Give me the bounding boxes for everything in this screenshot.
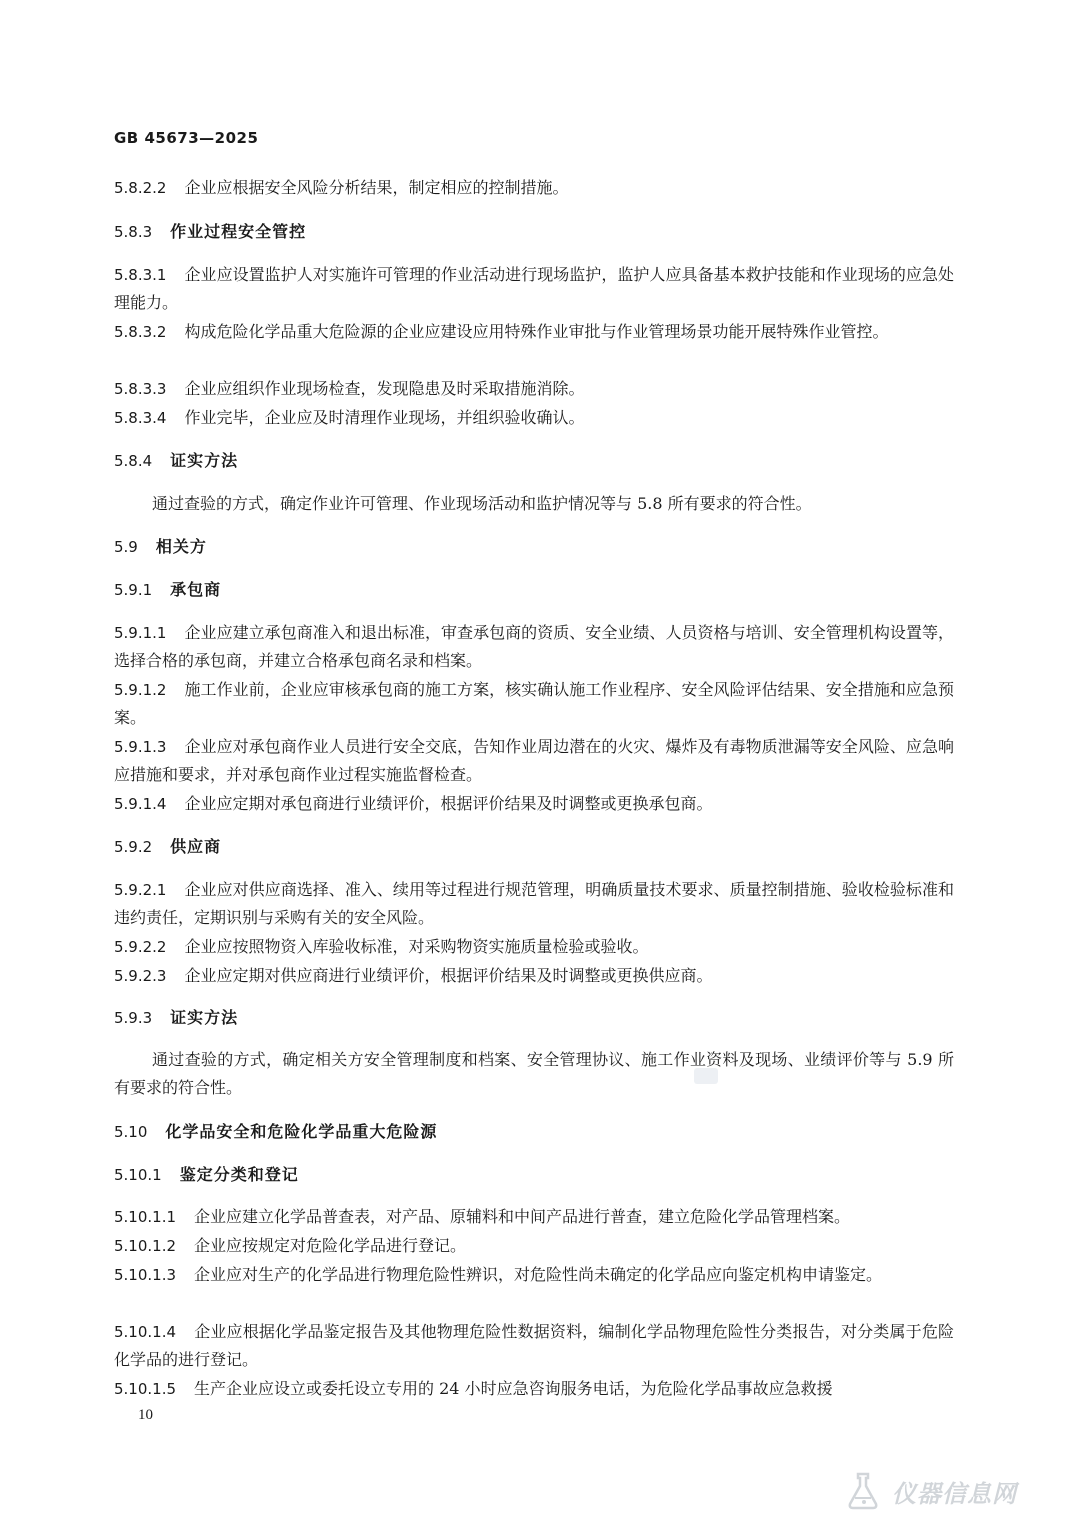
clause-text: 企业应按规定对危险化学品进行登记。 — [194, 1236, 467, 1255]
heading-number: 5.10.1 — [114, 1166, 162, 1184]
heading-number: 5.10 — [114, 1123, 148, 1141]
heading-5-9-3 — [114, 1004, 954, 1032]
clause-5-8-3-2 — [114, 318, 954, 346]
clause-number: 5.10.1.4 — [114, 1323, 177, 1341]
clause-5-8-3-4 — [114, 404, 954, 432]
paragraph-text: 通过查验的方式，确定作业许可管理、作业现场活动和监护情况等与 5.8 所有要求的符合性。 — [152, 494, 812, 513]
clause-text: 企业应建立承包商准入和退出标准，审查承包商的资质、安全业绩、人员资格与培训、安全管理机构设置等，选择合格的承包商，并建立合格承包商名录和档案。 — [114, 623, 954, 670]
clause-number: 5.10.1.3 — [114, 1266, 177, 1284]
heading-title: 证实方法 — [170, 1008, 239, 1027]
flask-logo-icon — [842, 1470, 884, 1512]
clause-5-9-2-3 — [114, 962, 954, 990]
clause-number: 5.9.1.4 — [114, 795, 167, 813]
clause-5-8-2-2 — [114, 174, 954, 202]
heading-title: 承包商 — [170, 580, 222, 599]
heading-number: 5.9.3 — [114, 1009, 153, 1027]
clause-number: 5.8.3.1 — [114, 266, 167, 284]
clause-text: 企业应根据化学品鉴定报告及其他物理危险性数据资料，编制化学品物理危险性分类报告，对分类属于危险化学品的进行登记。 — [114, 1322, 954, 1369]
heading-title: 鉴定分类和登记 — [179, 1165, 299, 1184]
clause-text: 构成危险化学品重大危险源的企业应建设应用特殊作业审批与作业管理场景功能开展特殊作业管控。 — [184, 322, 889, 341]
clause-number: 5.10.1.1 — [114, 1208, 177, 1226]
clause-number: 5.8.2.2 — [114, 179, 167, 197]
clause-number: 5.8.3.2 — [114, 323, 167, 341]
heading-title: 化学品安全和危险化学品重大危险源 — [165, 1122, 438, 1141]
watermark-text: 仪器信息网 — [892, 1479, 1017, 1508]
clause-number: 5.10.1.5 — [114, 1380, 177, 1398]
paragraph-text: 通过查验的方式，确定相关方安全管理制度和档案、安全管理协议、施工作业资料及现场、业绩评价等与 5.9 所有要求的符合性。 — [114, 1050, 954, 1097]
clause-number: 5.8.3.3 — [114, 380, 167, 398]
verification-5-8 — [114, 490, 954, 518]
heading-5-8-3 — [114, 218, 954, 246]
page-number: 10 — [138, 1407, 153, 1423]
heading-number: 5.9.2 — [114, 838, 153, 856]
clause-5-8-3-3 — [114, 375, 954, 403]
clause-number: 5.9.1.3 — [114, 738, 167, 756]
clause-text: 企业应按照物资入库验收标准，对采购物资实施质量检验或验收。 — [184, 937, 649, 956]
heading-number: 5.9.1 — [114, 581, 153, 599]
clause-text: 企业应定期对承包商进行业绩评价，根据评价结果及时调整或更换承包商。 — [184, 794, 713, 813]
clause-5-9-2-1 — [114, 876, 954, 932]
heading-number: 5.8.3 — [114, 223, 153, 241]
clause-text: 企业应对供应商选择、准入、续用等过程进行规范管理，明确质量技术要求、质量控制措施、验收检验标准和违约责任，定期识别与采购有关的安全风险。 — [114, 880, 954, 927]
faint-stamp-mark — [693, 1067, 719, 1085]
clause-text: 生产企业应设立或委托设立专用的 24 小时应急咨询服务电话，为危险化学品事故应急救援 — [194, 1379, 833, 1398]
clause-number: 5.9.2.3 — [114, 967, 167, 985]
clause-text: 施工作业前，企业应审核承包商的施工方案，核实确认施工作业程序、安全风险评估结果、安全措施和应急预案。 — [114, 680, 954, 727]
heading-number: 5.9 — [114, 538, 138, 556]
standard-code: GB 45673—2025 — [114, 129, 259, 147]
clause-5-9-1-2 — [114, 676, 954, 732]
clause-number: 5.9.2.2 — [114, 938, 167, 956]
clause-5-10-1-2 — [114, 1232, 954, 1260]
verification-5-9 — [114, 1046, 954, 1102]
clause-5-9-1-4 — [114, 790, 954, 818]
clause-text: 企业应建立化学品普查表，对产品、原辅料和中间产品进行普查，建立危险化学品管理档案。 — [194, 1207, 851, 1226]
clause-5-10-1-4 — [114, 1318, 954, 1374]
clause-text: 企业应设置监护人对实施许可管理的作业活动进行现场监护，监护人应具备基本救护技能和作业现场的应急处理能力。 — [114, 265, 954, 312]
heading-title: 相关方 — [155, 537, 207, 556]
heading-5-10-1 — [114, 1161, 954, 1189]
heading-title: 证实方法 — [170, 451, 239, 470]
heading-title: 供应商 — [170, 837, 222, 856]
clause-number: 5.10.1.2 — [114, 1237, 177, 1255]
clause-5-10-1-1 — [114, 1203, 954, 1231]
clause-5-10-1-3 — [114, 1261, 954, 1289]
heading-number: 5.8.4 — [114, 452, 153, 470]
clause-number: 5.9.1.2 — [114, 681, 167, 699]
heading-title: 作业过程安全管控 — [170, 222, 307, 241]
heading-5-9 — [114, 533, 954, 561]
heading-5-9-2 — [114, 833, 954, 861]
clause-text: 企业应定期对供应商进行业绩评价，根据评价结果及时调整或更换供应商。 — [184, 966, 713, 985]
heading-5-10 — [114, 1118, 954, 1146]
clause-5-9-2-2 — [114, 933, 954, 961]
clause-text: 企业应对承包商作业人员进行安全交底，告知作业周边潜在的火灾、爆炸及有毒物质泄漏等安全风险、应急响应措施和要求，并对承包商作业过程实施监督检查。 — [114, 737, 954, 784]
clause-text: 企业应对生产的化学品进行物理危险性辨识，对危险性尚未确定的化学品应向鉴定机构申请鉴定。 — [194, 1265, 883, 1284]
clause-number: 5.9.2.1 — [114, 881, 167, 899]
clause-text: 企业应根据安全风险分析结果，制定相应的控制措施。 — [184, 178, 569, 197]
clause-text: 作业完毕，企业应及时清理作业现场，并组织验收确认。 — [184, 408, 585, 427]
clause-number: 5.8.3.4 — [114, 409, 167, 427]
clause-text: 企业应组织作业现场检查，发现隐患及时采取措施消除。 — [184, 379, 585, 398]
heading-5-9-1 — [114, 576, 954, 604]
clause-5-9-1-1 — [114, 619, 954, 675]
clause-5-8-3-1 — [114, 261, 954, 317]
clause-number: 5.9.1.1 — [114, 624, 167, 642]
watermark — [842, 1470, 1062, 1512]
clause-5-9-1-3 — [114, 733, 954, 789]
heading-5-8-4 — [114, 447, 954, 475]
clause-5-10-1-5 — [114, 1375, 954, 1403]
